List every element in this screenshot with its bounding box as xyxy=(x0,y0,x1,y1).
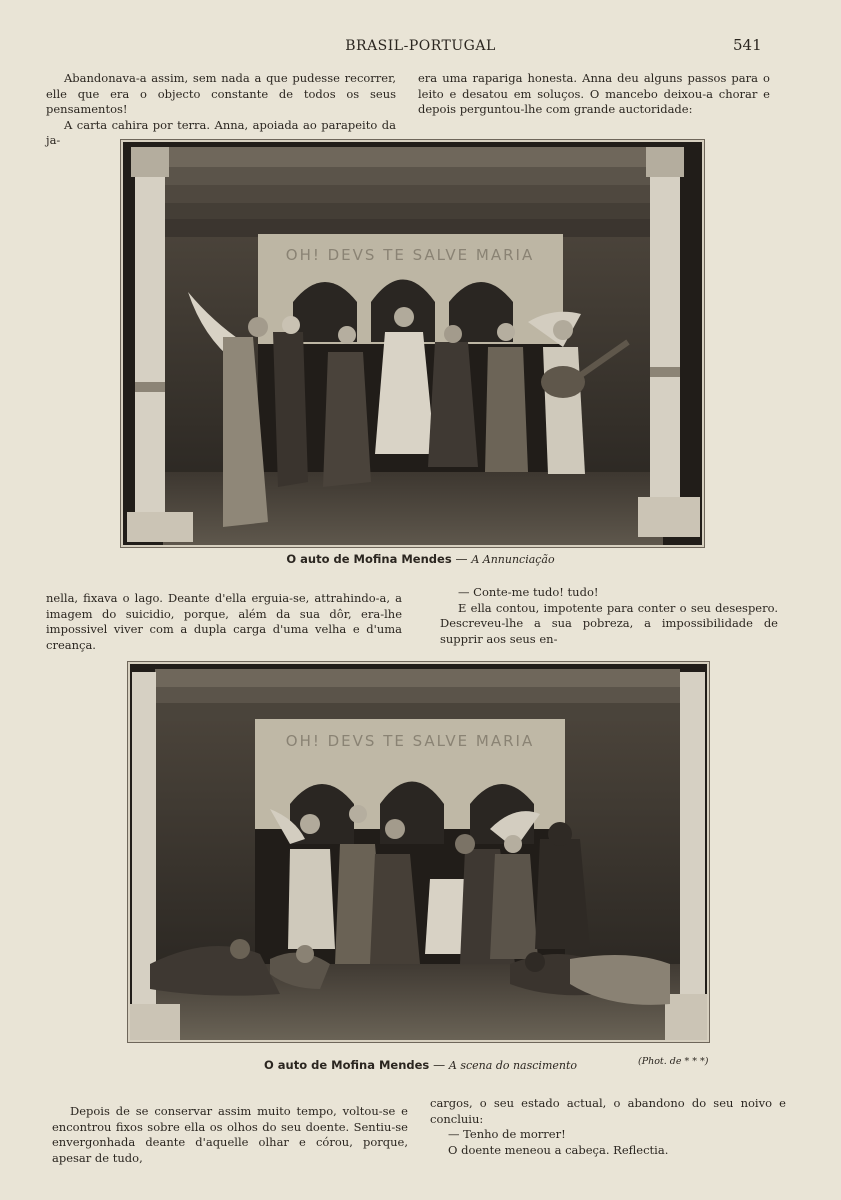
page-number: 541 xyxy=(733,36,762,54)
running-header: BRASIL-PORTUGAL xyxy=(345,38,496,54)
stage-photo-graphic xyxy=(130,664,707,1040)
photo-nativity xyxy=(128,662,709,1042)
paragraph: Abandonava-a assim, sem nada a que pudesse recorrer, elle que era o objecto constante de todos os seus pensamentos! xyxy=(46,71,396,116)
stage-banner: OH! DEVS TE SALVE MARIA xyxy=(285,246,535,264)
photo-annunciation xyxy=(121,140,704,547)
paragraph: cargos, o seu estado actual, o abandono do seu noivo e concluiu: xyxy=(430,1096,786,1126)
paragraph: — Conte-me tudo! tudo! xyxy=(458,585,599,599)
stage-banner: OH! DEVS TE SALVE MARIA xyxy=(285,732,535,750)
caption-scene: A scena do nascimento xyxy=(448,1059,578,1072)
caption-dash: — xyxy=(451,552,472,566)
paragraph: Depois de se conservar assim muito tempo, voltou-se e encontrou fixos sobre ella os olhos do seu doente. Sentiu-se envergonhada deante d'aquelle olhar e córou, porque, apesar de tudo, xyxy=(52,1104,408,1165)
top-right-column xyxy=(418,71,770,118)
stage-photo-graphic xyxy=(123,142,702,545)
paragraph: era uma rapariga honesta. Anna deu alguns passos para o leito e desatou em soluços. O mancebo deixou-a chorar e depois perguntou-lhe com grande auctoridade: xyxy=(418,71,770,116)
caption-scene: A Annunciação xyxy=(471,553,555,566)
photo-credit: (Phot. de * * *) xyxy=(638,1056,709,1067)
caption-title: O auto de Mofina Mendes xyxy=(263,1058,430,1072)
bottom-right-column xyxy=(430,1096,786,1158)
paragraph: O doente meneou a cabeça. Reflectia. xyxy=(448,1142,669,1157)
top-left-column xyxy=(46,71,396,149)
photo1-caption xyxy=(0,552,841,566)
paragraph: nella, fixava o lago. Deante d'ella erguia-se, attrahindo-a, a imagem do suicidio, porque, além da sua dôr, era-lhe impossivel viver com a dupla carga d'uma velha e d'uma creança. xyxy=(46,591,402,652)
photo2-caption xyxy=(0,1058,841,1072)
caption-dash: — xyxy=(429,1058,449,1072)
middle-right-column xyxy=(440,585,778,647)
bottom-left-column xyxy=(52,1104,408,1166)
paragraph: — Tenho de morrer! xyxy=(448,1127,566,1141)
caption-title: O auto de Mofina Mendes xyxy=(286,552,452,566)
paragraph: E ella contou, impotente para conter o seu desespero. Descreveu-lhe a sua pobreza, a impossibilidade de supprir aos seus en- xyxy=(440,600,778,646)
middle-left-column xyxy=(46,591,402,653)
paragraph: A carta cahira por terra. Anna, apoiada ao parapeito da ja- xyxy=(46,117,396,147)
